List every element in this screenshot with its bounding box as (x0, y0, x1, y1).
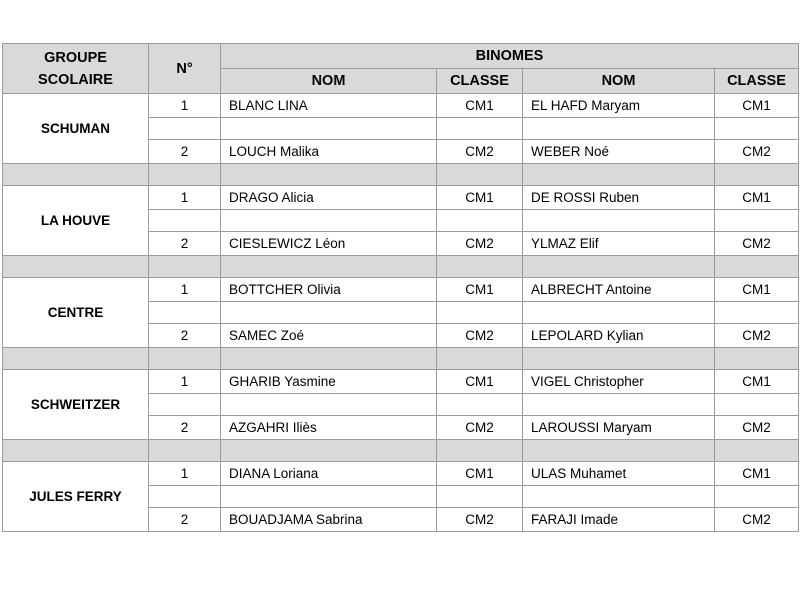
header-classe-1: CLASSE (437, 69, 523, 94)
empty-cell (221, 301, 437, 324)
student-a-class: CM1 (437, 94, 523, 118)
student-b-name: ULAS Muhamet (523, 462, 715, 486)
separator-cell (715, 163, 799, 186)
empty-cell (437, 485, 523, 508)
separator-cell (437, 347, 523, 370)
separator-cell (437, 439, 523, 462)
student-a-name: BLANC LINA (221, 94, 437, 118)
student-a-class: CM2 (437, 232, 523, 256)
group-name: JULES FERRY (3, 462, 149, 532)
student-a-name: AZGAHRI Iliès (221, 416, 437, 440)
pair-number: 1 (149, 278, 221, 302)
empty-cell (221, 209, 437, 232)
header-numero: N° (149, 44, 221, 94)
header-groupe-scolaire (3, 44, 149, 94)
separator-cell (437, 163, 523, 186)
empty-cell (523, 209, 715, 232)
student-b-name: LAROUSSI Maryam (523, 416, 715, 440)
student-b-class: CM1 (715, 370, 799, 394)
table-row (3, 186, 799, 210)
separator-cell (3, 163, 149, 186)
student-a-name: DIANA Loriana (221, 462, 437, 486)
separator-cell (221, 255, 437, 278)
student-a-class: CM2 (437, 324, 523, 348)
separator-cell (149, 163, 221, 186)
student-a-name: LOUCH Malika (221, 140, 437, 164)
header-groupe-scolaire-label: GROUPE SCOLAIRE (38, 49, 113, 88)
student-b-name: DE ROSSI Ruben (523, 186, 715, 210)
empty-cell (437, 301, 523, 324)
header-nom-2: NOM (523, 69, 715, 94)
separator-cell (149, 347, 221, 370)
pair-number: 1 (149, 186, 221, 210)
pair-number: 1 (149, 462, 221, 486)
empty-cell (715, 301, 799, 324)
student-a-name: GHARIB Yasmine (221, 370, 437, 394)
student-a-class: CM2 (437, 140, 523, 164)
empty-cell (221, 117, 437, 140)
group-name: CENTRE (3, 278, 149, 348)
separator-cell (523, 255, 715, 278)
student-b-name: FARAJI Imade (523, 508, 715, 532)
empty-cell (715, 209, 799, 232)
group-name: SCHUMAN (3, 94, 149, 164)
empty-cell (523, 485, 715, 508)
group-name: LA HOUVE (3, 186, 149, 256)
student-a-name: BOTTCHER Olivia (221, 278, 437, 302)
header-binomes: BINOMES (221, 44, 799, 69)
student-a-class: CM1 (437, 186, 523, 210)
separator-cell (715, 255, 799, 278)
group-name: SCHWEITZER (3, 370, 149, 440)
student-b-class: CM2 (715, 416, 799, 440)
group-separator-row (3, 439, 799, 462)
student-b-class: CM1 (715, 186, 799, 210)
student-a-class: CM2 (437, 416, 523, 440)
empty-cell (523, 393, 715, 416)
table-row (3, 370, 799, 394)
pair-number: 2 (149, 508, 221, 532)
group-separator-row (3, 163, 799, 186)
empty-cell (437, 117, 523, 140)
empty-cell (437, 393, 523, 416)
group-separator-row (3, 255, 799, 278)
separator-cell (221, 439, 437, 462)
separator-cell (149, 255, 221, 278)
pair-number: 1 (149, 370, 221, 394)
table-row (3, 278, 799, 302)
student-b-name: WEBER Noé (523, 140, 715, 164)
student-a-name: SAMEC Zoé (221, 324, 437, 348)
empty-cell (715, 393, 799, 416)
student-a-name: DRAGO Alicia (221, 186, 437, 210)
student-b-class: CM1 (715, 278, 799, 302)
student-a-class: CM1 (437, 278, 523, 302)
empty-cell (437, 209, 523, 232)
pair-number: 2 (149, 232, 221, 256)
student-a-class: CM2 (437, 508, 523, 532)
pair-number: 2 (149, 324, 221, 348)
student-a-class: CM1 (437, 462, 523, 486)
student-b-class: CM2 (715, 324, 799, 348)
student-b-name: VIGEL Christopher (523, 370, 715, 394)
group-separator-row (3, 347, 799, 370)
separator-cell (3, 255, 149, 278)
student-a-name: CIESLEWICZ Léon (221, 232, 437, 256)
separator-cell (437, 255, 523, 278)
pair-number: 2 (149, 140, 221, 164)
separator-cell (149, 439, 221, 462)
header-nom-1: NOM (221, 69, 437, 94)
student-b-class: CM2 (715, 232, 799, 256)
empty-cell (523, 301, 715, 324)
binomes-table (2, 43, 799, 532)
table-row (3, 462, 799, 486)
pair-number: 2 (149, 416, 221, 440)
student-b-name: YLMAZ Elif (523, 232, 715, 256)
separator-cell (523, 163, 715, 186)
student-b-name: ALBRECHT Antoine (523, 278, 715, 302)
empty-cell (221, 393, 437, 416)
student-b-class: CM2 (715, 140, 799, 164)
separator-cell (523, 439, 715, 462)
student-a-class: CM1 (437, 370, 523, 394)
table-row (3, 94, 799, 118)
student-b-class: CM1 (715, 94, 799, 118)
separator-cell (221, 163, 437, 186)
empty-cell (149, 209, 221, 232)
separator-cell (715, 347, 799, 370)
separator-cell (523, 347, 715, 370)
empty-cell (149, 301, 221, 324)
separator-cell (715, 439, 799, 462)
separator-cell (3, 347, 149, 370)
separator-cell (221, 347, 437, 370)
empty-cell (149, 117, 221, 140)
empty-cell (523, 117, 715, 140)
empty-cell (221, 485, 437, 508)
empty-cell (149, 485, 221, 508)
student-a-name: BOUADJAMA Sabrina (221, 508, 437, 532)
empty-cell (149, 393, 221, 416)
student-b-class: CM2 (715, 508, 799, 532)
student-b-class: CM1 (715, 462, 799, 486)
separator-cell (3, 439, 149, 462)
student-b-name: EL HAFD Maryam (523, 94, 715, 118)
student-b-name: LEPOLARD Kylian (523, 324, 715, 348)
header-classe-2: CLASSE (715, 69, 799, 94)
pair-number: 1 (149, 94, 221, 118)
empty-cell (715, 485, 799, 508)
empty-cell (715, 117, 799, 140)
table-body (3, 94, 799, 532)
